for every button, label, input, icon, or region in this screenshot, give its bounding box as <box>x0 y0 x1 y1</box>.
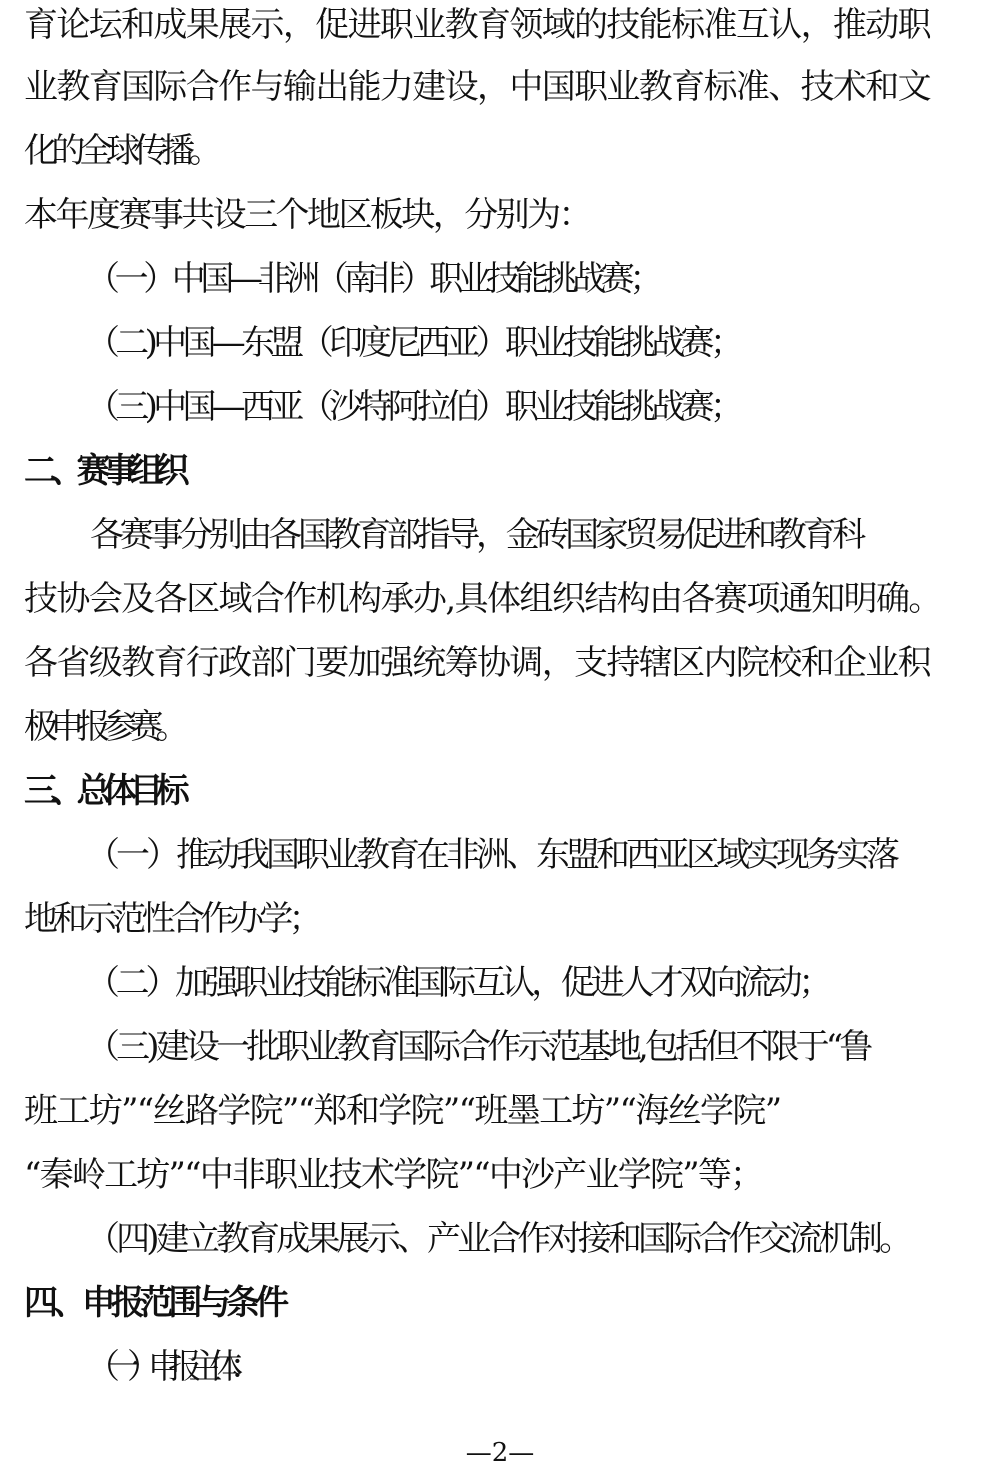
body-text-line: 化的全球传播。 <box>24 131 216 171</box>
list-item-line: （二）加强职业技能标准国际互认，促进人才双向流动； <box>86 963 828 1003</box>
section-heading: 四、申报范围与条件 <box>24 1283 284 1323</box>
body-text-line: 本年度赛事共设三个地区板块，分别为： <box>24 195 590 235</box>
body-text-line: “秦岭工坊”“中非职业技术学院”“中沙产业学院”等； <box>24 1155 763 1195</box>
list-item-line: （一）中国—非洲（南非）职业技能挑战赛； <box>86 259 658 299</box>
body-text-line: 各赛事分别由各国教育部指导，金砖国家贸易促进和教育科 <box>90 515 862 555</box>
body-text-line: 业教育国际合作与输出能力建设，中国职业教育标准、技术和文 <box>24 67 930 107</box>
section-heading: 三、总体目标 <box>24 771 182 811</box>
body-text-line: 育论坛和成果展示，促进职业教育领域的技能标准互认，推动职 <box>24 5 930 45</box>
list-item-line: （三)建设一批职业教育国际合作示范基地,包括但不限于“鲁 <box>86 1027 870 1067</box>
body-text-line: 地和示范性合作办学； <box>24 899 318 939</box>
list-item-line: （三)中国—西亚（沙特阿拉伯）职业技能挑战赛； <box>86 387 740 427</box>
list-item-line: （四)建立教育成果展示、产业合作对接和国际合作交流机制。 <box>86 1219 910 1259</box>
list-item-line: （二)中国—东盟（印度尼西亚）职业技能挑战赛； <box>86 323 740 363</box>
list-item-line: （一）推动我国职业教育在非洲、东盟和西亚区域实现务实落 <box>86 835 896 875</box>
body-text-line: 班工坊”“丝路学院”“郑和学院”“班墨工坊”“海丝学院” <box>24 1091 781 1131</box>
body-text-line: 极申报参赛。 <box>24 707 182 747</box>
body-text-line: 技协会及各区域合作机构承办,具体组织结构由各赛项通知明确。 <box>24 579 941 619</box>
list-item-line: （一）申报主体： <box>86 1347 250 1387</box>
body-text-line: 各省级教育行政部门要加强统筹协调，支持辖区内院校和企业积 <box>24 643 930 683</box>
page-number: —2— <box>465 1438 535 1468</box>
section-heading: 二、赛事组织 <box>24 451 182 491</box>
